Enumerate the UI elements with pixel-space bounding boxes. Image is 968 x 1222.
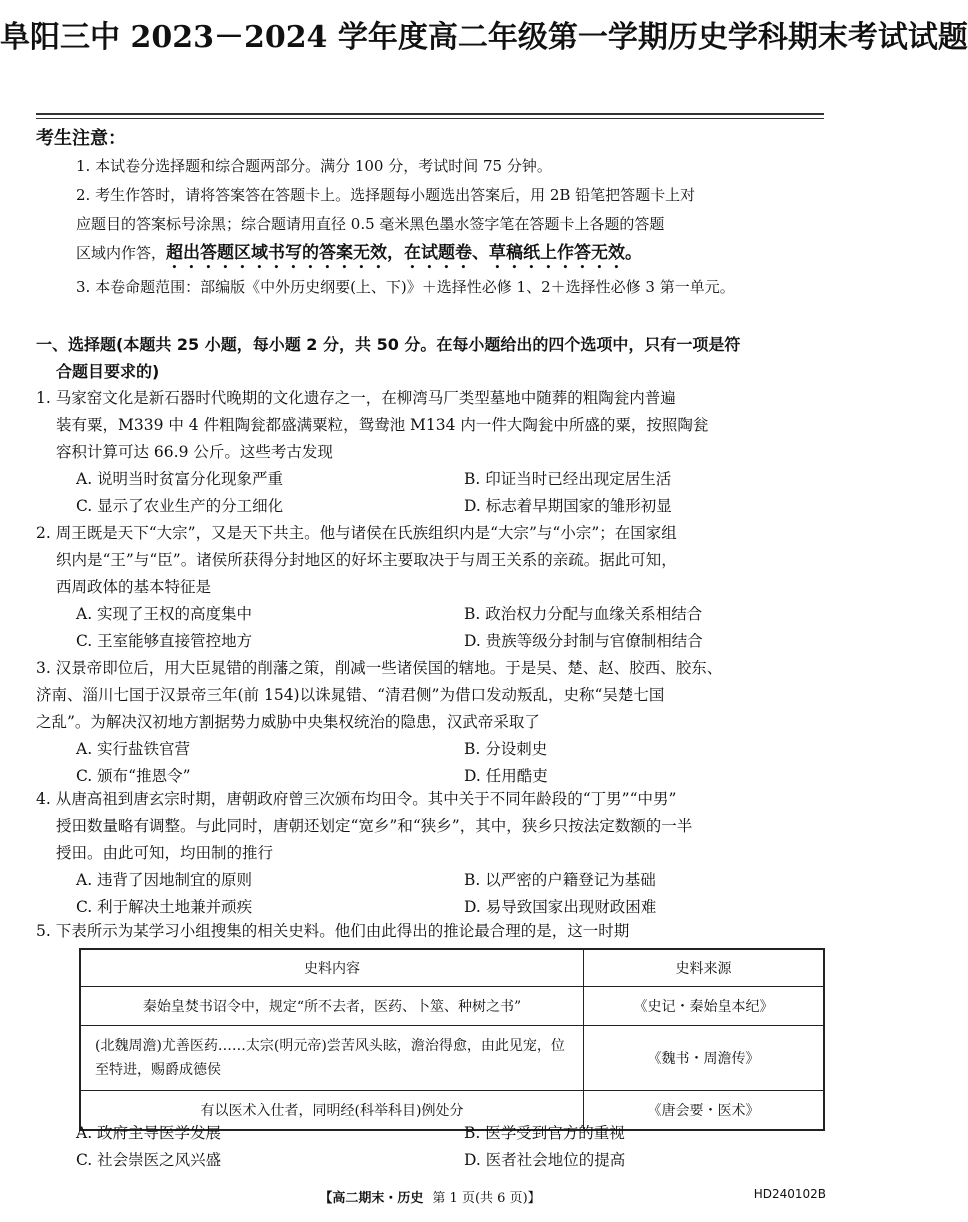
table-cell: 《魏书・周澹传》 [584, 1026, 825, 1091]
question-options [36, 867, 826, 921]
footer-code: HD240102B [753, 1187, 826, 1201]
table-header: 史料来源 [584, 949, 825, 987]
question-5-stem [36, 918, 826, 945]
footer-label [0, 1187, 860, 1206]
option-d[interactable]: D. 标志着早期国家的雏形初显 [464, 497, 672, 515]
option-d[interactable]: D. 贵族等级分封制与官僚制相结合 [464, 632, 703, 650]
question-1 [36, 385, 826, 520]
question-stem: 3. 汉景帝即位后，用大臣晁错的削藩之策，削减一些诸侯国的辖地。于是吴、楚、赵、胶西、胶东、 [36, 659, 723, 677]
table-cell: 秦始皇焚书诏令中，规定“所不去者，医药、卜筮、种树之书” [80, 987, 584, 1026]
option-b[interactable]: B. 政治权力分配与血缘关系相结合 [464, 605, 703, 623]
question-stem-cont: 授田。由此可知，均田制的推行 [56, 844, 274, 862]
table-cell: 《史记・秦始皇本纪》 [584, 987, 825, 1026]
question-stem: 1. 马家窑文化是新石器时代晚期的文化遗存之一，在柳湾马厂类型墓地中随葬的粗陶瓮内普遍 [36, 389, 676, 407]
question-stem: 4. 从唐高祖到唐玄宗时期，唐朝政府曾三次颁布均田令。其中关于不同年龄段的“丁男”“中男” [36, 790, 677, 808]
exam-title: 阜阳三中 2023－2024 学年度高二年级第一学期历史学科期末考试试题 [0, 20, 968, 55]
option-c[interactable]: C. 利于解决土地兼并顽疾 [76, 898, 253, 916]
footer-subject: 【高二期末・历史 [319, 1191, 424, 1206]
option-a[interactable]: A. 政府主导医学发展 [76, 1124, 222, 1142]
question-stem-cont: 装有粟，M339 中 4 件粗陶瓮都盛满粟粒，鸳鸯池 M134 内一件大陶瓮中所盛的粟，按照陶瓮 [56, 416, 709, 434]
option-b[interactable]: B. 医学受到官方的重视 [464, 1124, 625, 1142]
question-stem-cont: 授田数量略有调整。与此同时，唐朝还划定“宽乡”和“狭乡”，其中，狭乡只按法定数额的一半 [56, 817, 693, 835]
table-row [80, 1026, 824, 1091]
table-cell: 《唐会要・医术》 [584, 1091, 825, 1131]
question-4 [36, 786, 826, 921]
question-options [36, 736, 826, 790]
section-heading [36, 331, 826, 385]
question-stem: 2. 周王既是天下“大宗”，又是天下共主。他与诸侯在氏族组织内是“大宗”与“小宗”；在国家组 [36, 524, 677, 542]
notice-item-1: 1. 本试卷分选择题和综合题两部分。满分 100 分，考试时间 75 分钟。 [76, 157, 552, 175]
option-a[interactable]: A. 违背了因地制宜的原则 [76, 871, 253, 889]
notice-item-2-cont2 [76, 239, 826, 273]
question-options [36, 466, 826, 520]
option-b[interactable]: B. 分设刺史 [464, 740, 548, 758]
question-2 [36, 520, 826, 655]
option-c[interactable]: C. 颁布“推恩令” [76, 767, 191, 785]
option-b[interactable]: B. 以严密的户籍登记为基础 [464, 871, 656, 889]
option-d[interactable]: D. 易导致国家出现财政困难 [464, 898, 657, 916]
notice-item-3: 3. 本卷命题范围：部编版《中外历史纲要(上、下)》＋选择性必修 1、2＋选择性必修 3 第一单元。 [76, 278, 735, 296]
table-header: 史料内容 [80, 949, 584, 987]
option-c[interactable]: C. 显示了农业生产的分工细化 [76, 497, 284, 515]
notice-item-2-tail: 区域内作答， [76, 244, 167, 262]
option-a[interactable]: A. 实现了王权的高度集中 [76, 605, 253, 623]
question-stem: 5. 下表所示为某学习小组搜集的相关史料。他们由此得出的推论最合理的是，这一时期 [36, 922, 630, 940]
question-3 [36, 655, 826, 790]
question-options [36, 1120, 826, 1174]
option-a[interactable]: A. 说明当时贫富分化现象严重 [76, 470, 284, 488]
question-stem-cont: 西周政体的基本特征是 [56, 578, 212, 596]
header-rule-thin [36, 118, 824, 119]
table-cell: (北魏周澹)尤善医药……太宗(明元帝)尝苦风头眩，澹治得愈，由此见宠，位至特进，赐爵成德侯 [80, 1026, 584, 1091]
header-rule-thick [36, 113, 824, 115]
question-options [36, 601, 826, 655]
option-c[interactable]: C. 王室能够直接管控地方 [76, 632, 253, 650]
option-c[interactable]: C. 社会崇医之风兴盛 [76, 1151, 222, 1169]
notice-item-2: 2. 考生作答时，请将答案答在答题卡上。选择题每小题选出答案后，用 2B 铅笔把答题卡上对 [76, 186, 696, 204]
question-stem-cont: 织内是“王”与“臣”。诸侯所获得分封地区的好坏主要取决于与周王关系的亲疏。据此可知， [56, 551, 677, 569]
option-d[interactable]: D. 任用酷吏 [464, 767, 548, 785]
notice-emphasis: 超出答题区域书写的答案无效，在试题卷、草稿纸上作答无效。 [166, 243, 643, 263]
source-table [79, 948, 825, 1131]
section-heading-line1: 一、选择题(本题共 25 小题，每小题 2 分，共 50 分。在每小题给出的四个选项中，只有一项是符 [36, 335, 741, 354]
notice-heading: 考生注意： [36, 128, 126, 149]
option-d[interactable]: D. 医者社会地位的提高 [464, 1151, 626, 1169]
question-stem-cont: 容积计算可达 66.9 公斤。这些考古发现 [56, 443, 333, 461]
table-header-row [80, 949, 824, 987]
question-stem-cont: 济南、淄川七国于汉景帝三年(前 154)以诛晁错、“清君侧”为借口发动叛乱，史称“吴楚七国 [36, 686, 665, 704]
notice-item-2-cont: 应题目的答案标号涂黑；综合题请用直径 0.5 毫米黑色墨水签字笔在答题卡上各题的答题 [76, 215, 665, 233]
option-b[interactable]: B. 印证当时已经出现定居生活 [464, 470, 672, 488]
footer-page-number: 第 1 页(共 6 页)】 [432, 1191, 541, 1206]
table-row [80, 987, 824, 1026]
notice-list [76, 152, 826, 302]
table-cell: 有以医术入仕者，同明经(科举科目)例处分 [80, 1091, 584, 1131]
section-heading-line2: 合题目要求的) [56, 362, 160, 381]
option-a[interactable]: A. 实行盐铁官营 [76, 740, 191, 758]
question-stem-cont: 之乱”。为解决汉初地方割据势力威胁中央集权统治的隐患，汉武帝采取了 [36, 713, 540, 731]
question-5-options [36, 1120, 826, 1174]
